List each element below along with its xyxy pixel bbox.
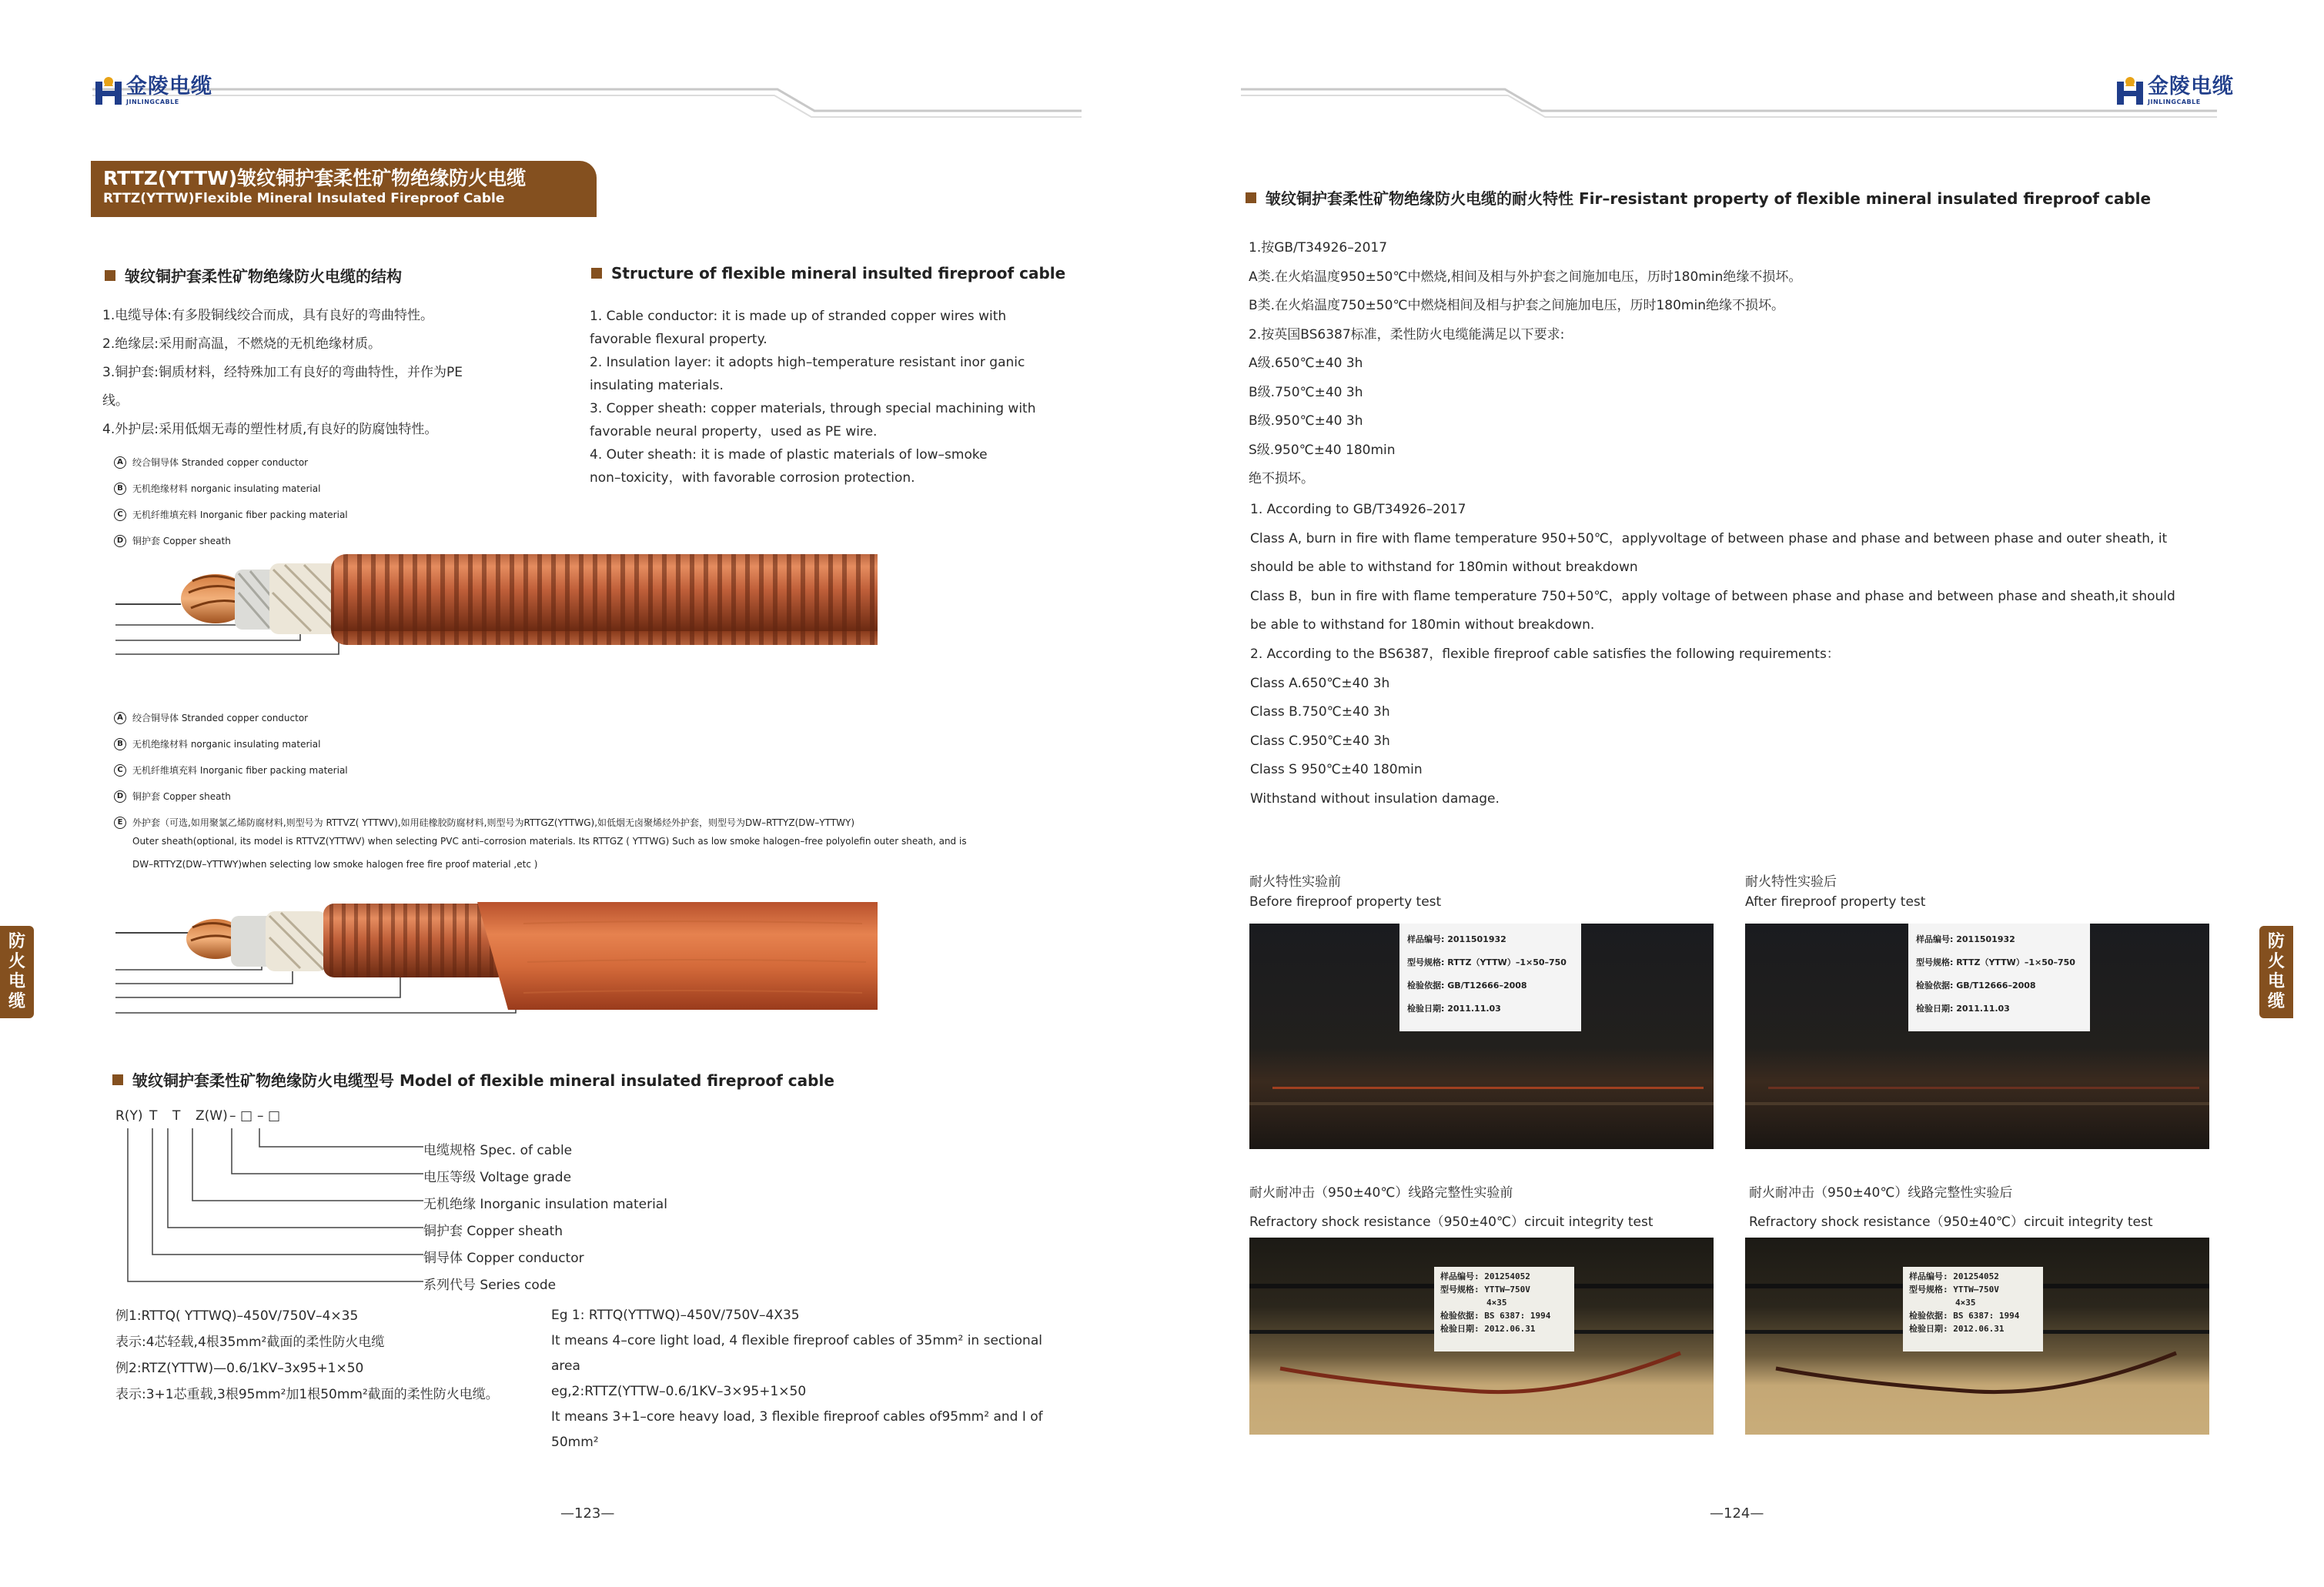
model-label-sheath: 铜护套 Copper sheath <box>423 1224 563 1239</box>
structure-text-en <box>590 305 1052 489</box>
text-line: 1.电缆导体:有多股铜线绞合而成，具有良好的弯曲特性。 <box>102 308 433 323</box>
legend-item: 无机绝缘材料 norganic insulating material <box>132 739 321 750</box>
cable1-illustration <box>108 539 878 662</box>
text-line: 线。 <box>102 393 129 409</box>
code-dash: – <box>229 1108 236 1124</box>
cable2-illustration <box>108 893 878 1027</box>
side-tab-right: 防 火 电 缆 <box>2259 926 2293 1018</box>
text-line: Eg 1: RTTQ(YTTWQ)–450V/750V–4X35 <box>551 1308 800 1323</box>
page-number-right: —124— <box>1710 1505 1764 1522</box>
text-line: favorable flexural property. <box>590 332 767 347</box>
text-line: favorable neural property，used as PE wire. <box>590 424 878 439</box>
logo-icon <box>2115 75 2145 106</box>
text-line: 绝不损坏。 <box>1249 471 1314 486</box>
marker-e-icon: E <box>114 817 126 829</box>
photo3-caption: 耐火耐冲击（950±40℃）线路完整性实验前 Refractory shock resistance（950±40℃）circuit integrity test <box>1249 1185 1654 1230</box>
bullet-square-icon <box>591 268 602 279</box>
text-line: 1. According to GB/T34926–2017 <box>1250 502 1466 517</box>
text-line: 例1:RTTQ( YTTWQ)–450V/750V–4×35 <box>115 1308 359 1324</box>
text-line: 1.按GB/T34926–2017 <box>1249 240 1388 256</box>
legend-note-line: Outer sheath(optional, its model is RTTVZ(YTTWV) when selecting PVC anti–corrosion materials. Its RTTGZ ( YTTWG) Such as low smoke halogen–free polyolefin outer sheath, and is <box>132 836 967 847</box>
text-line: 4. Outer sheath: it is made of plastic materials of low–smoke <box>590 447 988 463</box>
photo-before-circuit-integrity-test <box>1249 1238 1714 1435</box>
text-line: 例2:RTZ(YTTW)—0.6/1KV–3x95+1×50 <box>115 1361 364 1376</box>
legend-note-line: DW–RTTYZ(DW–YTTWY)when selecting low smoke halogen free fire proof material ,etc ) <box>132 859 538 870</box>
legend-item: 绞合铜导体 Stranded copper conductor <box>132 457 309 468</box>
text-line: B类.在火焰温度750±50℃中燃烧相间及相与护套之间施加电压，历时180min绝缘不损坏。 <box>1249 298 1784 313</box>
model-label-spec: 电缆规格 Spec. of cable <box>423 1143 573 1158</box>
text-line: A类.在火焰温度950±50℃中燃烧,相间及相与外护套之间施加电压，历时180min绝缘不损坏。 <box>1249 269 1802 285</box>
text-line: Class B，bun in fire with flame temperature 750+50℃，apply voltage of between phase and phase and between phase and sheath,it should <box>1250 588 2175 604</box>
code-part-series: R(Y) <box>115 1108 143 1124</box>
cable-loop <box>1249 1238 1714 1435</box>
text-line: Class C.950℃±40 3h <box>1250 733 1390 749</box>
marker-b-icon: B <box>114 738 126 750</box>
sample-card: 样品编号: 2011501932 型号规格: RTTZ（YTTW）–1×50–750 检验依据: GB/T12666–2008 检验日期: 2011.11.03 <box>1908 924 2090 1031</box>
legend-item: 铜护套 Copper sheath <box>132 536 231 546</box>
logo-text-en: JINLINGCABLE <box>2148 99 2201 105</box>
text-line: S级.950℃±40 180min <box>1249 442 1396 458</box>
legend-item: 无机绝缘材料 norganic insulating material <box>132 483 321 494</box>
text-line: It means 4–core light load, 4 flexible fireproof cables of 35mm² in sectional <box>551 1333 1042 1348</box>
logo-text-cn: 金陵电缆 <box>126 75 212 99</box>
bullet-square-icon <box>105 270 115 281</box>
legend-item: 绞合铜导体 Stranded copper conductor <box>132 713 309 723</box>
model-heading: 皱纹铜护套柔性矿物绝缘防火电缆型号 Model of flexible mineral insulated fireproof cable <box>112 1068 834 1091</box>
examples-en <box>551 1303 1090 1455</box>
model-label-conductor: 铜导体 Copper conductor <box>423 1251 584 1266</box>
text-line: non–toxicity，with favorable corrosion protection. <box>590 470 915 486</box>
photo1-caption: 耐火特性实验前 Before fireproof property test <box>1249 874 1442 910</box>
sample-card: 样品编号: 201254052 型号规格: YTTW–750V 4×35 检验依据: BS 6387: 1994 检验日期: 2012.06.31 <box>1903 1267 2043 1351</box>
rack-line <box>1249 1102 1714 1105</box>
code-part-voltage: □ <box>240 1108 253 1124</box>
legend-item: 无机纤维填充料 Inorganic fiber packing material <box>132 765 348 776</box>
code-dash: – <box>257 1108 264 1124</box>
code-part-insulation: Z(W) <box>196 1108 228 1124</box>
text-line: B级.950℃±40 3h <box>1249 413 1363 429</box>
brand-logo-right <box>2115 75 2234 106</box>
text-line: 3. Copper sheath: copper materials, through special machining with <box>590 401 1036 416</box>
text-line: be able to withstand for 180min without breakdown. <box>1250 617 1595 633</box>
logo-text-en: JINLINGCABLE <box>126 99 179 105</box>
legend-item: 无机纤维填充料 Inorganic fiber packing material <box>132 510 348 520</box>
model-tree-lines <box>115 1125 439 1287</box>
code-part-spec: □ <box>268 1108 281 1124</box>
text-line: eg,2:RTTZ(YTTW–0.6/1KV–3×95+1×50 <box>551 1384 807 1399</box>
page-title-en: RTTZ(YTTW)Flexible Mineral Insulated Fireproof Cable <box>103 191 505 206</box>
photo-after-circuit-integrity-test <box>1745 1238 2209 1435</box>
marker-d-icon: D <box>114 790 126 803</box>
text-line: Class A, burn in fire with flame temperature 950+50℃，applyvoltage of between phase and phase and between phase and outer sheath, it <box>1250 530 2168 546</box>
text-line: 3.铜护套:铜质材料，经特殊加工有良好的弯曲特性，并作为PE <box>102 365 463 380</box>
text-line: Class A.650℃±40 3h <box>1250 675 1390 691</box>
cable-line <box>1768 1087 2199 1089</box>
marker-a-icon: A <box>114 456 126 469</box>
text-line: 表示:4芯轻载,4根35mm²截面的柔性防火电缆 <box>115 1335 385 1350</box>
model-label-insulation: 无机绝缘 Inorganic insulation material <box>423 1197 667 1212</box>
legend-item: 铜护套 Copper sheath <box>132 791 231 802</box>
photo4-caption: 耐火耐冲击（950±40℃）线路完整性实验后 Refractory shock resistance（950±40℃）circuit integrity test <box>1749 1185 2153 1230</box>
marker-a-icon: A <box>114 712 126 724</box>
examples-cn <box>115 1303 547 1408</box>
text-line: It means 3+1–core heavy load, 3 flexible fireproof cables of95mm² and I of <box>551 1409 1043 1425</box>
rack-line <box>1745 1102 2209 1105</box>
text-line: B级.750℃±40 3h <box>1249 384 1363 400</box>
code-part-conductor: T <box>149 1108 158 1124</box>
text-line: 表示:3+1芯重载,3根95mm²加1根50mm²截面的柔性防火电缆。 <box>115 1387 499 1402</box>
model-label-voltage: 电压等级 Voltage grade <box>423 1170 572 1185</box>
photo2-caption: 耐火特性实验后 After fireproof property test <box>1745 874 1926 910</box>
photo-after-fireproof-test <box>1745 924 2209 1149</box>
marker-c-icon: C <box>114 509 126 521</box>
text-line: A级.650℃±40 3h <box>1249 356 1363 371</box>
text-line: 50mm² <box>551 1435 599 1450</box>
structure-heading-cn: 皱纹铜护套柔性矿物绝缘防火电缆的结构 <box>105 264 402 286</box>
text-line: 2.按英国BS6387标准，柔性防火电缆能满足以下要求: <box>1249 326 1565 342</box>
cable-line <box>1272 1087 1704 1089</box>
text-line: insulating materials. <box>590 378 724 393</box>
structure-heading-en: Structure of flexible mineral insulted fireproof cable <box>591 264 1065 282</box>
structure-text-cn <box>102 302 564 444</box>
text-line: 4.外护层:采用低烟无毒的塑性材质,有良好的防腐蚀特性。 <box>102 422 438 437</box>
sample-card: 样品编号: 2011501932 型号规格: RTTZ（YTTW）–1×50–750 检验依据: GB/T12666–2008 检验日期: 2011.11.03 <box>1399 924 1581 1031</box>
sample-card: 样品编号: 201254052 型号规格: YTTW–750V 4×35 检验依据: BS 6387: 1994 检验日期: 2012.06.31 <box>1434 1267 1574 1351</box>
logo-text-cn: 金陵电缆 <box>2148 75 2234 99</box>
text-line: 2.绝缘层:采用耐高温，不燃烧的无机绝缘材质。 <box>102 336 381 352</box>
text-line: 1. Cable conductor: it is made up of stranded copper wires with <box>590 309 1007 324</box>
fire-resistance-cn <box>1249 234 2249 494</box>
fire-resistance-heading: 皱纹铜护套柔性矿物绝缘防火电缆的耐火特性 Fir–resistant property of flexible mineral insulated fireproof cable <box>1246 186 2151 209</box>
text-line: 2. Insulation layer: it adopts high–temperature resistant inor ganic <box>590 355 1025 370</box>
fire-resistance-en <box>1250 496 2243 814</box>
marker-c-icon: C <box>114 764 126 777</box>
photo-before-fireproof-test <box>1249 924 1714 1149</box>
marker-b-icon: B <box>114 483 126 495</box>
text-line: Class S 950℃±40 180min <box>1250 762 1423 778</box>
page-title-banner <box>91 161 597 217</box>
side-tab-left: 防 火 电 缆 <box>0 926 34 1018</box>
page-title-cn: RTTZ(YTTW)皱纹铜护套柔性矿物绝缘防火电缆 <box>103 167 527 189</box>
bullet-square-icon <box>1246 192 1256 203</box>
bullet-square-icon <box>112 1074 123 1085</box>
text-line: should be able to withstand for 180min without breakdown <box>1250 560 1638 576</box>
code-part-sheath: T <box>172 1108 181 1124</box>
text-line: Class B.750℃±40 3h <box>1250 704 1390 720</box>
legend-item: 外护套（可选,如用聚氯乙烯防腐材料,则型号为 RTTVZ( YTTWV),如用硅橡胶防腐材料,则型号为RTTGZ(YTTWG),如低烟无卤聚烯烃外护套，则型号为DW–RTTYZ(DW–YTTWY) <box>132 817 855 828</box>
text-line: area <box>551 1358 580 1374</box>
marker-d-icon: D <box>114 535 126 547</box>
logo-icon <box>94 75 123 106</box>
model-code <box>115 1108 285 1124</box>
brand-logo-left <box>94 75 212 106</box>
cable2-legend <box>114 712 1092 870</box>
cable-loop <box>1745 1238 2209 1435</box>
page-number-left: —123— <box>560 1505 615 1522</box>
model-label-series: 系列代号 Series code <box>423 1278 557 1293</box>
text-line: Withstand without insulation damage. <box>1250 790 1500 807</box>
text-line: 2. According to the BS6387，flexible fireproof cable satisfies the following requirements： <box>1250 646 1840 662</box>
header-lines <box>0 0 2324 131</box>
